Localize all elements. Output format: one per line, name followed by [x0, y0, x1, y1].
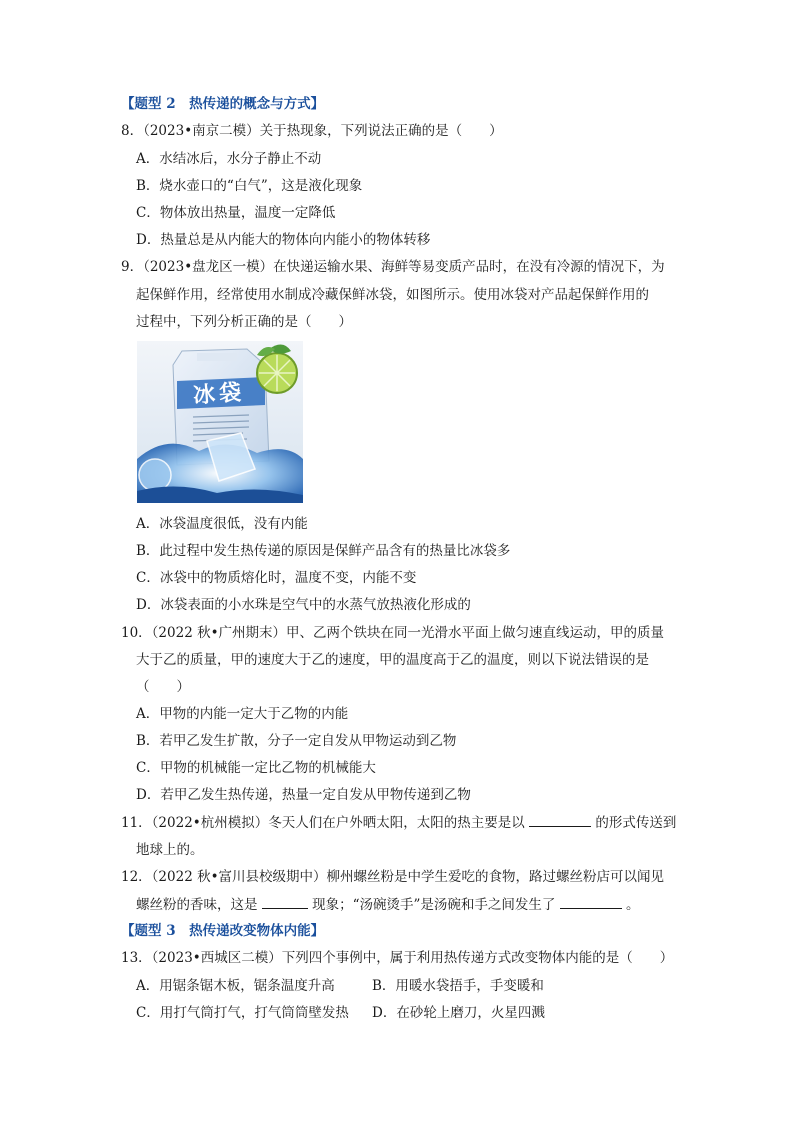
- question-10-stem-line1: 10．（2022 秋•广州期末）甲、乙两个铁块在同一光滑水平面上做匀速直线运动，甲的质量: [121, 625, 665, 641]
- question-9-stem-line1: 9．（2023•盘龙区一模）在快递运输水果、海鲜等易变质产品时，在没有冷源的情况下，为: [121, 259, 665, 275]
- q8-option-a: A．水结冰后，水分子静止不动: [136, 151, 322, 167]
- ice-bag-label: 冰袋: [192, 380, 246, 409]
- section-title-2: 【题型 2 热传递的概念与方式】: [121, 96, 325, 112]
- q11-text-part1: 11．（2022•杭州模拟）冬天人们在户外晒太阳，太阳的热主要是以: [121, 815, 525, 831]
- ice-bag-image: [137, 341, 303, 503]
- q10-option-d: D．若甲乙发生热传递，热量一定自发从甲物传递到乙物: [136, 787, 471, 803]
- q12-text-c: 。: [626, 897, 640, 913]
- question-12-line2: [136, 894, 640, 915]
- q11-answer-blank[interactable]: [529, 812, 591, 827]
- q9-option-a: A．冰袋温度很低，没有内能: [136, 516, 308, 532]
- q8-option-d: D．热量总是从内能大的物体向内能小的物体转移: [136, 232, 431, 248]
- q12-answer-blank-2[interactable]: [560, 894, 622, 909]
- q10-option-a: A．甲物的内能一定大于乙物的内能: [136, 706, 349, 722]
- q13-option-b: B．用暖水袋捂手，手变暖和: [372, 978, 544, 994]
- question-10-stem-line3: （ ）: [136, 679, 190, 695]
- question-8-stem: 8．（2023•南京二模）关于热现象，下列说法正确的是（ ）: [121, 123, 503, 139]
- question-11-line2: 地球上的。: [136, 842, 204, 858]
- q9-option-b: B．此过程中发生热传递的原因是保鲜产品含有的热量比冰袋多: [136, 543, 511, 559]
- q13-option-a: A．用锯条锯木板，锯条温度升高: [136, 978, 335, 994]
- q12-text-b: 现象；“汤碗烫手”是汤碗和手之间发生了: [312, 897, 556, 913]
- q11-text-part2: 的形式传送到: [595, 815, 677, 831]
- q12-text-a: 螺丝粉的香味，这是: [136, 897, 258, 913]
- q9-option-c: C．冰袋中的物质熔化时，温度不变，内能不变: [136, 570, 417, 586]
- section-title-3: 【题型 3 热传递改变物体内能】: [121, 923, 325, 939]
- q13-option-c: C．用打气筒打气，打气筒筒壁发热: [136, 1005, 349, 1021]
- q13-option-d: D．在砂轮上磨刀，火星四溅: [372, 1005, 545, 1021]
- q8-option-b: B．烧水壶口的“白气”，这是液化现象: [136, 178, 363, 194]
- q10-option-c: C．甲物的机械能一定比乙物的机械能大: [136, 760, 376, 776]
- question-10-stem-line2: 大于乙的质量，甲的速度大于乙的速度，甲的温度高于乙的温度，则以下说法错误的是: [136, 652, 649, 668]
- q10-option-b: B．若甲乙发生扩散，分子一定自发从甲物运动到乙物: [136, 733, 457, 749]
- question-11-line1: [121, 812, 676, 833]
- question-9-stem-line2: 起保鲜作用，经常使用水制成冷藏保鲜冰袋，如图所示。使用冰袋对产品起保鲜作用的: [136, 287, 649, 303]
- q12-answer-blank-1[interactable]: [262, 894, 308, 909]
- ice-bag-illustration: [137, 341, 303, 503]
- question-9-stem-line3: 过程中，下列分析正确的是（ ）: [136, 314, 352, 330]
- question-12-line1: 12．（2022 秋•富川县校级期中）柳州螺丝粉是中学生爱吃的食物，路过螺丝粉店可以闻见: [121, 869, 665, 885]
- question-13-stem: 13．（2023•西城区二模）下列四个事例中，属于利用热传递方式改变物体内能的是（ ）: [121, 950, 674, 966]
- q9-option-d: D．冰袋表面的小水珠是空气中的水蒸气放热液化形成的: [136, 597, 471, 613]
- q8-option-c: C．物体放出热量，温度一定降低: [136, 205, 336, 221]
